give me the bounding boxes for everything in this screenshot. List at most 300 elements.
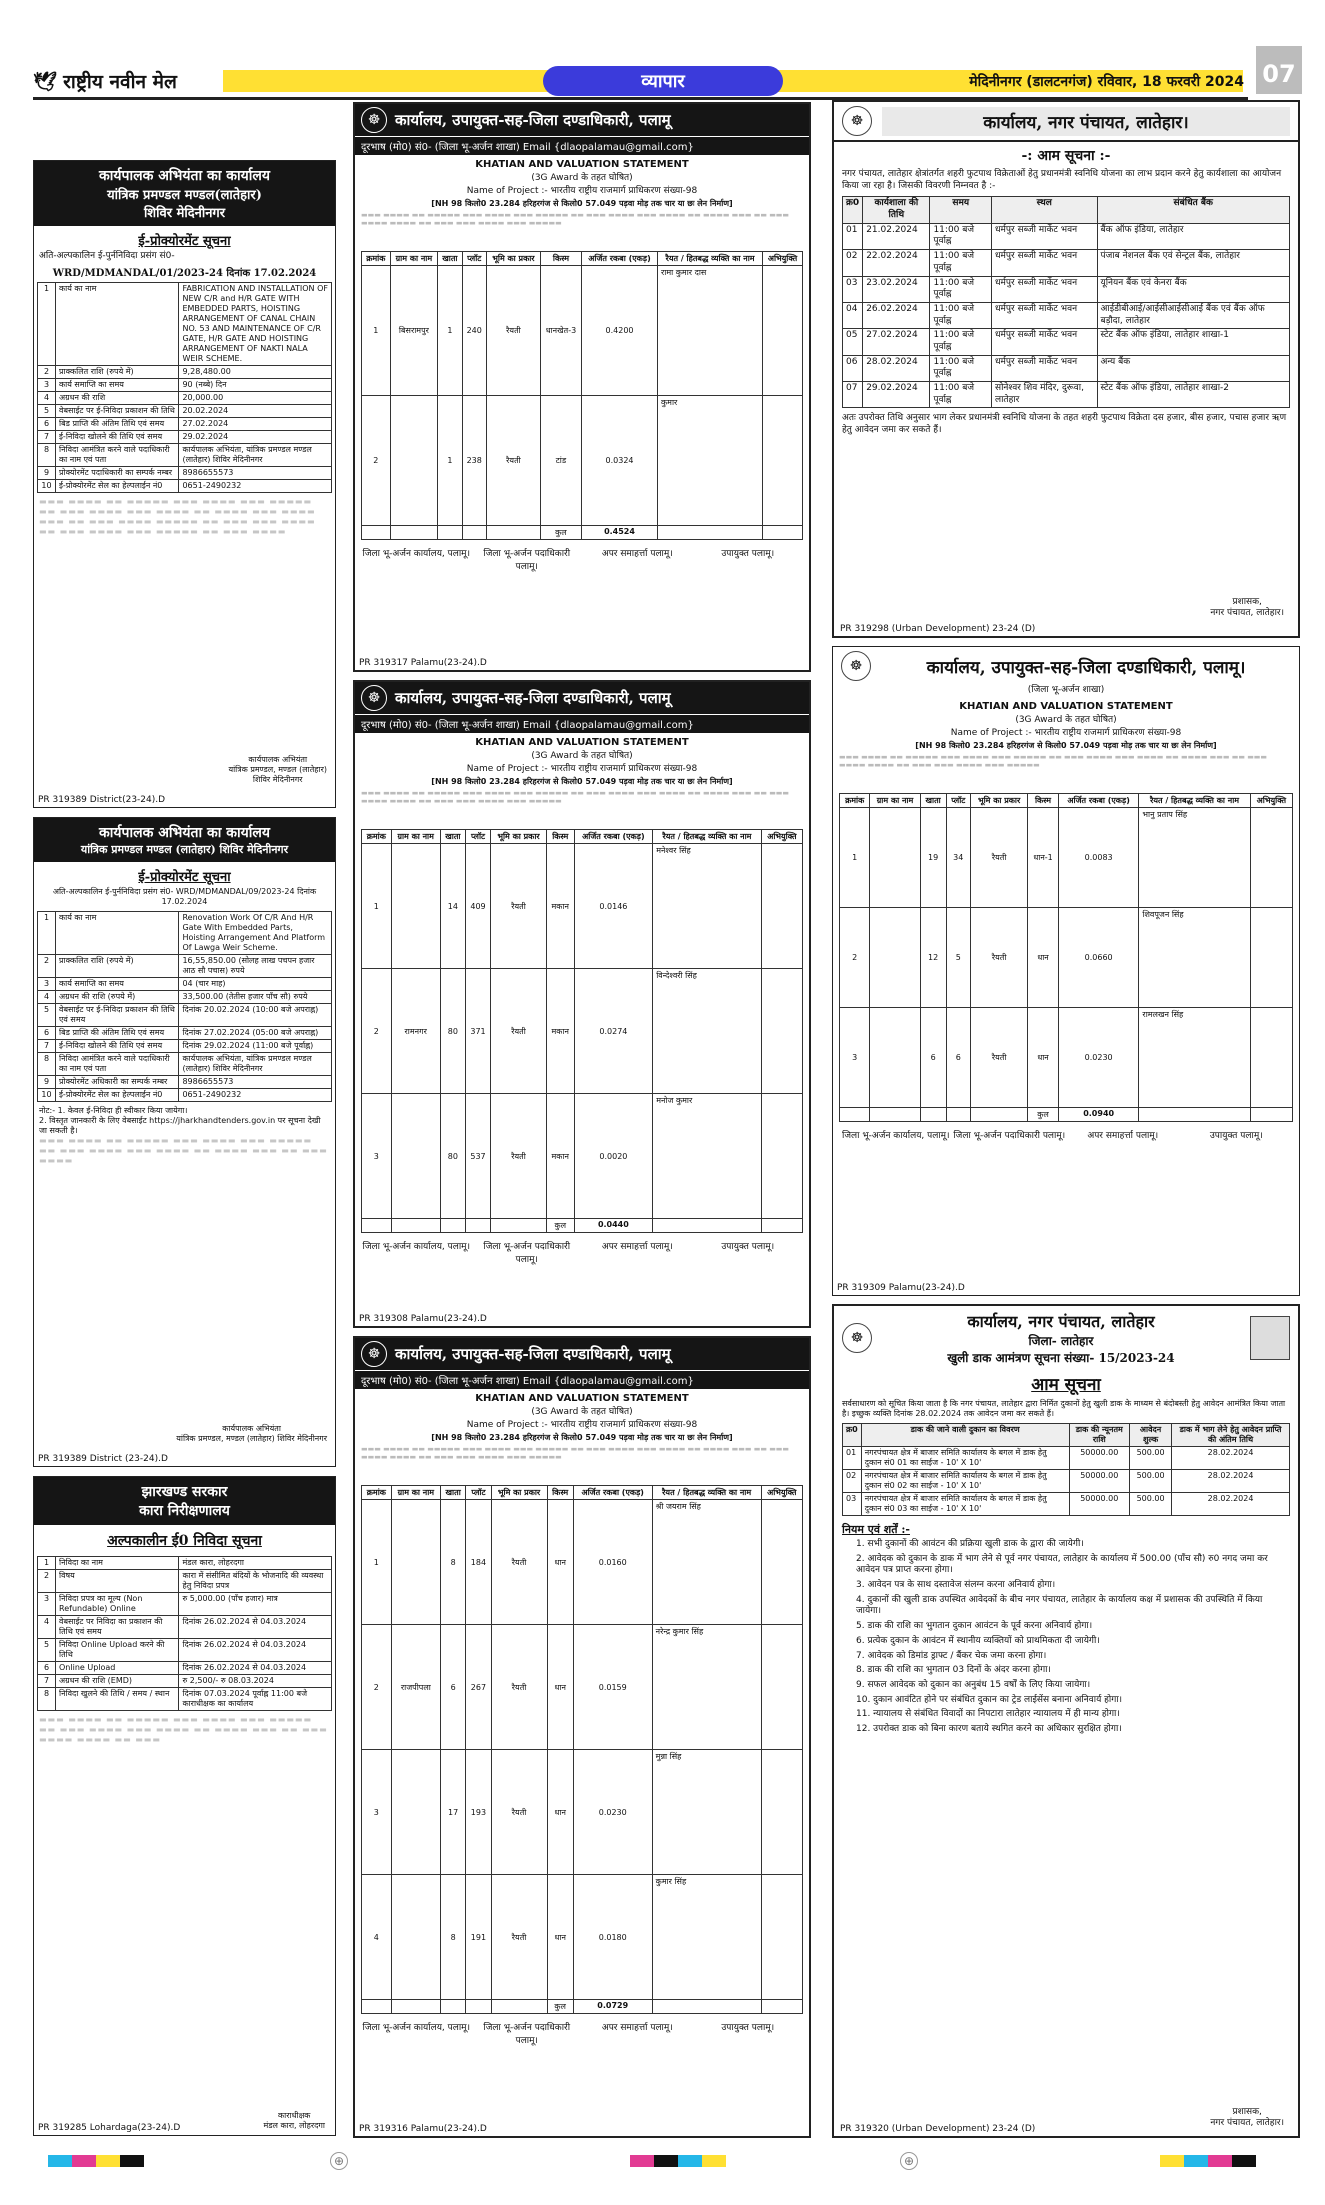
table-cell bbox=[761, 1500, 802, 1625]
table-cell: 0.0020 bbox=[574, 1094, 653, 1219]
k2-pr-number: PR 319308 Palamu(23-24).D bbox=[359, 1314, 487, 1324]
bird-icon: 🕊 bbox=[33, 70, 58, 93]
total-value: 0.0940 bbox=[1058, 1107, 1139, 1121]
table-cell: 01 bbox=[843, 223, 863, 249]
table-cell: भानु प्रताप सिंह bbox=[1139, 807, 1250, 907]
k1-header bbox=[355, 104, 809, 136]
project-name: Name of Project :- भारतीय राष्ट्रीय राजमार्ग प्राधिकरण संख्या-98 bbox=[466, 764, 698, 774]
table-cell: 21.02.2024 bbox=[863, 223, 930, 249]
ad3-subtitle: कारा निरीक्षणालय bbox=[139, 1503, 230, 1519]
table-cell: 28.02.2024 bbox=[1172, 1493, 1290, 1516]
table-header bbox=[843, 197, 1290, 223]
ad3-pr-number: PR 319285 Lohardaga(23-24).D bbox=[38, 2123, 181, 2133]
table-cell bbox=[658, 526, 763, 540]
tender-notice-ad-2 bbox=[33, 817, 336, 1467]
table-cell: 27.02.2024 bbox=[863, 329, 930, 355]
project-route: [NH 98 किलो0 23.284 हरिहरगंज से किलो0 57.049 पड़वा मोड़ तक चार या छः लेन निर्माण] bbox=[431, 199, 733, 208]
rule-item: 4. दुकानों की खुली डाक उपस्थित आवेदकों के बीच नगर पंचायत, लातेहार के कार्यालय कक्ष में प्रशासक की उपस्थिति में किया जायेगा। bbox=[856, 1594, 1263, 1617]
table-cell: 371 bbox=[465, 969, 490, 1094]
rule-item: 8. डाक की राशि का भुगतान 03 दिनों के अंदर करना होगा। bbox=[856, 1665, 1051, 1676]
ad3-notes: ▬▬▬ ▬▬▬▬ ▬▬ ▬▬▬▬▬ ▬▬▬ ▬▬▬▬ ▬▬▬ ▬▬▬▬▬ ▬▬ ▬▬▬ ▬▬▬▬ ▬▬▬ ▬▬▬▬ ▬▬ ▬▬▬▬ ▬▬▬ ▬▬ ▬▬▬ ▬▬▬▬ ▬▬▬▬ ▬▬ ▬▬▬ bbox=[39, 1715, 328, 1744]
signatory: उपायुक्त पलामू। bbox=[721, 1242, 775, 1252]
table-row bbox=[362, 266, 803, 396]
khatian-statement bbox=[355, 155, 809, 576]
table-cell: 80 bbox=[440, 969, 465, 1094]
row-value: 0651-2490232 bbox=[179, 1089, 332, 1102]
table-cell: 04 bbox=[843, 302, 863, 328]
k1-subheader: दूरभाष (मो0) सं0- (जिला भू-अर्जन शाखा) Email {dlaopalamau@gmail.com} bbox=[355, 136, 809, 155]
column-header: डाक में भाग लेने हेतु आवेदन प्राप्ति की अंतिम तिथि bbox=[1172, 1424, 1290, 1447]
project-name: Name of Project :- भारतीय राष्ट्रीय राजमार्ग प्राधिकरण संख्या-98 bbox=[466, 186, 698, 196]
table-cell: 5 bbox=[946, 907, 971, 1007]
table-cell bbox=[840, 1107, 870, 1121]
table-cell bbox=[870, 807, 920, 907]
table-cell: धान bbox=[547, 1875, 573, 2000]
khatian-ad-4 bbox=[832, 646, 1300, 1296]
emblem-icon: ☸ bbox=[841, 651, 871, 681]
table-cell: 11:00 बजे पूर्वाह्न bbox=[930, 250, 992, 276]
total-row bbox=[840, 1107, 1293, 1121]
table-row bbox=[38, 1570, 332, 1593]
table-row bbox=[38, 1089, 332, 1102]
table-cell: यूनियन बैंक एवं केनरा बैंक bbox=[1097, 276, 1290, 302]
table-cell: 3 bbox=[840, 1007, 870, 1107]
filler-text: ▬▬▬ ▬▬▬▬ ▬▬ ▬▬▬▬▬ ▬▬▬ ▬▬▬▬ ▬▬▬ ▬▬▬▬▬ ▬▬ ▬▬▬ ▬▬▬▬ ▬▬▬ ▬▬▬▬ ▬▬ ▬▬▬▬ ▬▬▬ ▬▬ ▬▬▬ ▬▬▬▬ ▬▬▬▬ ▬▬ ▬▬▬ ▬▬▬ ▬▬▬▬ ▬▬▬ ▬▬▬▬▬ bbox=[361, 1445, 790, 1461]
table-cell: 238 bbox=[462, 396, 486, 526]
row-value: रु 2,500/- रु 08.03.2024 bbox=[179, 1675, 332, 1688]
row-value: 0651-2490232 bbox=[179, 479, 332, 492]
table-cell bbox=[440, 1219, 465, 1233]
signature-block bbox=[361, 1239, 803, 1265]
table-cell: 26.02.2024 bbox=[863, 302, 930, 328]
khatian-ad-1 bbox=[353, 102, 811, 672]
masthead bbox=[33, 66, 1248, 100]
row-number: 2 bbox=[38, 365, 56, 378]
table-cell: मकान bbox=[546, 1094, 574, 1219]
table-row bbox=[38, 391, 332, 404]
table-cell bbox=[761, 1094, 802, 1219]
table-cell: 28.02.2024 bbox=[863, 355, 930, 381]
row-label: ई-प्रोक्योरमेंट सेल का हेल्पलाईन नं0 bbox=[56, 1089, 179, 1102]
table-cell bbox=[362, 1219, 392, 1233]
rule-item: 7. आवेदक को डिमांड ड्राफ्ट / बैंकर चेक जमा करना होगा। bbox=[856, 1650, 1047, 1661]
row-label: प्रोक्योरमेंट पदाधिकारी का सम्पर्क नम्बर bbox=[56, 466, 179, 479]
table-cell: 19 bbox=[920, 807, 946, 907]
khatian-table bbox=[839, 793, 1293, 1122]
signatory: अपर समाहर्त्ता पलामू। bbox=[601, 1242, 673, 1252]
total-value: 0.0729 bbox=[573, 2000, 652, 2014]
table-cell bbox=[466, 2000, 491, 2014]
column-header: किस्म bbox=[540, 252, 581, 266]
table-row bbox=[362, 1094, 803, 1219]
np1-table bbox=[842, 196, 1290, 408]
row-value: 33,500.00 (तेतीस हजार पाँच सौ) रुपये bbox=[179, 991, 332, 1004]
row-number: 4 bbox=[38, 1616, 56, 1639]
table-row bbox=[843, 223, 1290, 249]
table-row bbox=[843, 355, 1290, 381]
table-row bbox=[38, 378, 332, 391]
table-header bbox=[362, 252, 803, 266]
table-cell: 2 bbox=[840, 907, 870, 1007]
table-cell bbox=[870, 1107, 920, 1121]
column-header: डाक की न्यूनतम राशि bbox=[1069, 1424, 1130, 1447]
table-cell: सोनेश्वर शिव मंदिर, दुरूवा, लातेहार bbox=[992, 382, 1098, 408]
column-header: खाता bbox=[920, 793, 946, 807]
row-value: कार्यपालक अभियंता, यांत्रिक प्रमण्डल मण्डल (लातेहार) शिविर मेदिनीनगर bbox=[179, 1053, 332, 1076]
table-cell bbox=[438, 526, 462, 540]
table-cell: 22.02.2024 bbox=[863, 250, 930, 276]
ad2-pr-number: PR 319389 District (23-24).D bbox=[38, 1454, 168, 1464]
table-cell bbox=[761, 969, 802, 1094]
table-cell: धर्मपुर सब्जी मार्केट भवन bbox=[992, 329, 1098, 355]
rule-item: 10. दुकान आवंटित होने पर संबंधित दुकान का ट्रेड लाईसेंस बनाना अनिवार्य होगा। bbox=[856, 1694, 1123, 1705]
k1-pr-number: PR 319317 Palamu(23-24).D bbox=[359, 658, 487, 668]
table-cell: 0.0160 bbox=[573, 1500, 652, 1625]
column-header: ग्राम का नाम bbox=[390, 252, 438, 266]
column-header: प्लॉट bbox=[466, 1486, 491, 1500]
table-cell: विन्देश्वरी सिंह bbox=[653, 969, 762, 1094]
table-cell: 11:00 बजे पूर्वाह्न bbox=[930, 276, 992, 302]
statement-subtitle: (3G Award के तहत घोषित) bbox=[1015, 714, 1117, 725]
row-number: 5 bbox=[38, 404, 56, 417]
table-cell: 2 bbox=[362, 969, 392, 1094]
column-header: अभियुक्ति bbox=[763, 252, 803, 266]
column-header: अर्जित रकबा (एकड़) bbox=[581, 252, 657, 266]
total-label: कुल bbox=[547, 2000, 573, 2014]
column-header: भूमि का प्रकार bbox=[971, 793, 1028, 807]
table-cell: 1 bbox=[840, 807, 870, 907]
row-label: वेबसाईट पर ई-निविदा प्रकाशन की तिथि एवं समय bbox=[56, 1004, 179, 1027]
column-header: खाता bbox=[440, 830, 465, 844]
row-value: Renovation Work Of C/R And H/R Gate With Embedded Parts, Hoisting Arrangement And Platform Of Lawga Weir Scheme. bbox=[179, 912, 332, 955]
table-cell bbox=[391, 2000, 440, 2014]
np1-intro: नगर पंचायत, लातेहार क्षेत्रांतर्गत शहरी फुटपाथ विक्रेताओं हेतु प्रधानमंत्री स्वनिधि योजना का लाभ प्रदान करने हेतु कार्यशाला का आयोजन किया जा रहा है। जिसकी विवरणी निम्नवत है :- bbox=[842, 169, 1282, 191]
khatian-table bbox=[361, 829, 803, 1233]
table-cell bbox=[1139, 1107, 1250, 1121]
table-cell: कुमार bbox=[658, 396, 763, 526]
ad3-title: झारखण्ड सरकार bbox=[141, 1484, 228, 1500]
row-value: दिनांक 20.02.2024 (10:00 बजे अपराह्न) bbox=[179, 1004, 332, 1027]
row-value: 20.02.2024 bbox=[179, 404, 332, 417]
row-value: 9,28,480.00 bbox=[179, 365, 332, 378]
row-number: 4 bbox=[38, 991, 56, 1004]
table-row bbox=[843, 382, 1290, 408]
signatory: उपायुक्त पलामू। bbox=[721, 2023, 775, 2033]
table-cell bbox=[391, 1875, 440, 2000]
table-row bbox=[38, 955, 332, 978]
table-cell: रैयती bbox=[971, 907, 1028, 1007]
table-row bbox=[843, 276, 1290, 302]
table-cell: कुमार सिंह bbox=[652, 1875, 761, 2000]
color-bar-center bbox=[630, 2155, 726, 2167]
table-cell bbox=[1250, 807, 1292, 907]
row-number: 6 bbox=[38, 417, 56, 430]
table-cell bbox=[362, 526, 391, 540]
table-cell: रैयती bbox=[486, 396, 540, 526]
row-number: 3 bbox=[38, 378, 56, 391]
k3-header bbox=[355, 1338, 809, 1370]
table-row bbox=[840, 907, 1293, 1007]
table-cell: 1 bbox=[362, 1500, 392, 1625]
table-cell: 191 bbox=[466, 1875, 491, 2000]
row-value: 8986655573 bbox=[179, 1076, 332, 1089]
row-label: निविदा Online Upload करने की तिथि bbox=[56, 1639, 179, 1662]
table-row bbox=[362, 969, 803, 1094]
ad2-signature: कार्यपालक अभियंता यांत्रिक प्रमण्डल, मण्डल (लातेहार) शिविर मेदिनीनगर bbox=[176, 1424, 327, 1443]
table-cell: 0.0230 bbox=[573, 1750, 652, 1875]
table-cell: 28.02.2024 bbox=[1172, 1447, 1290, 1470]
table-cell bbox=[763, 396, 803, 526]
row-value: 27.02.2024 bbox=[179, 417, 332, 430]
table-cell: शिवपूजन सिंह bbox=[1139, 907, 1250, 1007]
project-route: [NH 98 किलो0 23.284 हरिहरगंज से किलो0 57.049 पड़वा मोड़ तक चार या छः लेन निर्माण] bbox=[915, 740, 1217, 750]
table-cell: धर्मपुर सब्जी मार्केट भवन bbox=[992, 302, 1098, 328]
table-row bbox=[38, 1053, 332, 1076]
np2-pr-number: PR 319320 (Urban Development) 23-24 (D) bbox=[840, 2124, 1036, 2134]
table-cell: 8 bbox=[441, 1500, 466, 1625]
k3-body bbox=[355, 1389, 809, 2050]
table-cell: राजपीपला bbox=[391, 1625, 440, 1750]
khatian-ad-3 bbox=[353, 1336, 811, 2138]
table-cell bbox=[761, 1875, 802, 2000]
row-label: अग्रधन की राशि (EMD) bbox=[56, 1675, 179, 1688]
row-label: निविदा का नाम bbox=[56, 1557, 179, 1570]
filler-text: ▬▬▬ ▬▬▬▬ ▬▬ ▬▬▬▬▬ ▬▬▬ ▬▬▬▬ ▬▬▬ ▬▬▬▬▬ ▬▬ ▬▬▬ ▬▬▬▬ ▬▬▬ ▬▬▬▬ ▬▬ ▬▬▬▬ ▬▬▬ ▬▬ ▬▬▬ ▬▬▬▬ ▬▬▬▬ ▬▬ ▬▬▬ ▬▬▬ ▬▬▬▬ ▬▬▬ ▬▬▬▬▬ bbox=[361, 789, 790, 805]
table-header bbox=[362, 1486, 803, 1500]
column-header: खाता bbox=[441, 1486, 466, 1500]
table-row bbox=[362, 844, 803, 969]
total-row bbox=[362, 526, 803, 540]
total-value: 0.0440 bbox=[574, 1219, 653, 1233]
emblem-icon: ☸ bbox=[361, 107, 387, 133]
row-number: 3 bbox=[38, 1593, 56, 1616]
row-number: 8 bbox=[38, 1688, 56, 1711]
row-number: 7 bbox=[38, 1040, 56, 1053]
table-cell: 267 bbox=[466, 1625, 491, 1750]
total-row bbox=[362, 2000, 803, 2014]
table-row bbox=[38, 912, 332, 955]
table-row bbox=[362, 1500, 803, 1625]
table-cell: 11:00 बजे पूर्वाह्न bbox=[930, 329, 992, 355]
table-cell bbox=[441, 2000, 466, 2014]
newspaper-title: राष्ट्रीय नवीन मेल bbox=[63, 71, 177, 93]
signatory: अपर समाहर्त्ता पलामू। bbox=[601, 549, 673, 559]
k4-pr-number: PR 319309 Palamu(23-24).D bbox=[837, 1283, 965, 1293]
signatory: उपायुक्त पलामू। bbox=[1209, 1130, 1263, 1141]
table-cell bbox=[391, 844, 440, 969]
table-cell bbox=[971, 1107, 1028, 1121]
row-label: कार्य का नाम bbox=[56, 282, 179, 365]
table-cell: नगरपंचायत क्षेत्र में बाजार समिति कार्यालय के बगल में डाक हेतु दुकान सं0 02 का साईज - 10' X 10' bbox=[861, 1470, 1069, 1493]
row-label: प्राक्कलित राशि (रुपये में) bbox=[56, 365, 179, 378]
table-row bbox=[38, 404, 332, 417]
row-value: दिनांक 07.03.2024 पूर्वाह्न 11:00 बजे काराधीक्षक का कार्यालय bbox=[179, 1688, 332, 1711]
signatory: अपर समाहर्त्ता पलामू। bbox=[1087, 1130, 1159, 1141]
registration-mark-icon: ⊕ bbox=[330, 2152, 348, 2170]
table-cell: 11:00 बजे पूर्वाह्न bbox=[930, 223, 992, 249]
table-cell: 11:00 बजे पूर्वाह्न bbox=[930, 355, 992, 381]
column-header: क्र0 bbox=[843, 1424, 862, 1447]
table-cell: टांड bbox=[540, 396, 581, 526]
table-cell: 80 bbox=[440, 1094, 465, 1219]
table-cell: 500.00 bbox=[1130, 1493, 1172, 1516]
rule-item: 12. उपरोक्त डाक को बिना कारण बताये स्थगित करने का अधिकार सुरक्षित होगा। bbox=[856, 1723, 1122, 1734]
table-cell: 1 bbox=[438, 266, 462, 396]
row-value: दिनांक 26.02.2024 से 04.03.2024 bbox=[179, 1639, 332, 1662]
table-cell bbox=[491, 1219, 547, 1233]
table-cell bbox=[761, 1750, 802, 1875]
k1-body bbox=[355, 155, 809, 576]
column-header: अभियुक्ति bbox=[1250, 793, 1292, 807]
table-cell: धान bbox=[547, 1500, 573, 1625]
table-cell: 28.02.2024 bbox=[1172, 1470, 1290, 1493]
table-row bbox=[38, 978, 332, 991]
ad1-subtitle: यांत्रिक प्रमण्डल मण्डल(लातेहार) bbox=[107, 188, 262, 203]
np1-signature: प्रशासक, नगर पंचायत, लातेहार। bbox=[1210, 596, 1284, 619]
row-value: दिनांक 29.02.2024 (11:00 बजे पूर्वाह्न) bbox=[179, 1040, 332, 1053]
table-cell: 0.0180 bbox=[573, 1875, 652, 2000]
table-cell: मनोज कुमार bbox=[653, 1094, 762, 1219]
signature-block bbox=[839, 1128, 1293, 1141]
signature-block bbox=[361, 2020, 803, 2046]
column-header: क्रमांक bbox=[362, 1486, 392, 1500]
table-cell: 8 bbox=[441, 1875, 466, 2000]
table-cell: 01 bbox=[843, 1447, 862, 1470]
np1-pr-number: PR 319298 (Urban Development) 23-24 (D) bbox=[840, 624, 1036, 634]
k4-header bbox=[833, 647, 1299, 685]
table-cell bbox=[946, 1107, 971, 1121]
total-value: 0.4524 bbox=[581, 526, 657, 540]
column-header: क्रमांक bbox=[362, 830, 392, 844]
table-cell: 14 bbox=[440, 844, 465, 969]
column-header: रैयत / हितबद्ध व्यक्ति का नाम bbox=[658, 252, 763, 266]
table-cell: आईडीबीआई/आईसीआईसीआई बैंक एवं बैंक ऑफ बड़ौदा, लातेहार bbox=[1097, 302, 1290, 328]
row-label: निविदा आमंत्रित करने वाले पदाधिकारी का नाम एवं पता bbox=[56, 443, 179, 466]
table-cell bbox=[761, 1625, 802, 1750]
color-bar-right bbox=[1160, 2155, 1256, 2167]
table-cell: 0.4200 bbox=[581, 266, 657, 396]
table-row bbox=[38, 1027, 332, 1040]
table-cell: 3 bbox=[362, 1750, 392, 1875]
rule-item: 1. सभी दुकानों की आवंटन की प्रक्रिया खुली डाक के द्वारा की जायेगी। bbox=[856, 1539, 1084, 1549]
ad1-notes: ▬▬▬ ▬▬▬▬ ▬▬ ▬▬▬▬▬ ▬▬▬ ▬▬▬▬ ▬▬▬ ▬▬▬▬▬ ▬▬ ▬▬▬ ▬▬▬▬ ▬▬▬ ▬▬▬▬ ▬▬ ▬▬▬▬ ▬▬▬ ▬▬▬▬ ▬▬▬ ▬▬ ▬▬▬ ▬▬▬▬ ▬▬▬▬▬ ▬▬ ▬▬▬ ▬▬▬ ▬▬▬▬ ▬▬ ▬▬▬ ▬▬▬▬ ▬▬▬ ▬▬▬▬▬ ▬▬ ▬▬▬ ▬▬▬▬ bbox=[39, 496, 316, 536]
ad3-notice-title: अल्पकालीन ई0 निविदा सूचना bbox=[107, 1533, 262, 1549]
column-header: अभियुक्ति bbox=[761, 1486, 802, 1500]
project-route: [NH 98 किलो0 23.284 हरिहरगंज से किलो0 57.049 पड़वा मोड़ तक चार या छः लेन निर्माण] bbox=[431, 1433, 733, 1442]
row-value: कारा में संसीमित बंदियों के भोजनादि की व्यवस्था हेतु निविदा प्रपत्र bbox=[179, 1570, 332, 1593]
table-cell: 409 bbox=[465, 844, 490, 969]
rule-item: 9. सफल आवेदक को दुकान का अनुबंध 15 वर्षों के लिए किया जायेगा। bbox=[856, 1679, 1091, 1690]
row-number: 8 bbox=[38, 443, 56, 466]
table-cell: नगरपंचायत क्षेत्र में बाजार समिति कार्यालय के बगल में डाक हेतु दुकान सं0 03 का साईज - 10' X 10' bbox=[861, 1493, 1069, 1516]
table-cell: 0.0230 bbox=[1058, 1007, 1139, 1107]
table-row bbox=[38, 1593, 332, 1616]
ad1-header bbox=[34, 161, 335, 226]
row-value: कार्यपालक अभियंता, यांत्रिक प्रमण्डल मण्डल (लातेहार) शिविर मेदिनीनगर bbox=[179, 443, 332, 466]
table-cell: 50000.00 bbox=[1069, 1447, 1130, 1470]
row-number: 5 bbox=[38, 1004, 56, 1027]
rule-item: 2. आवेदक को दुकान के डाक में भाग लेने से पूर्व नगर पंचायत, लातेहार के कार्यालय में 500.00 (पाँच सौ) रु0 नगद जमा कर आवेदन पत्र प्राप्त करना होगा। bbox=[856, 1553, 1268, 1576]
table-cell: धान bbox=[1028, 1007, 1059, 1107]
color-bar-left bbox=[48, 2155, 144, 2167]
table-cell: 537 bbox=[465, 1094, 490, 1219]
table-cell: 0.0324 bbox=[581, 396, 657, 526]
column-header: अभियुक्ति bbox=[761, 830, 802, 844]
table-cell: धर्मपुर सब्जी मार्केट भवन bbox=[992, 223, 1098, 249]
ad2-header bbox=[34, 818, 335, 862]
registration-mark-icon: ⊕ bbox=[900, 2152, 918, 2170]
row-value: दिनांक 26.02.2024 से 04.03.2024 bbox=[179, 1662, 332, 1675]
row-value: 29.02.2024 bbox=[179, 430, 332, 443]
table-cell: 50000.00 bbox=[1069, 1493, 1130, 1516]
khatian-ad-2 bbox=[353, 680, 811, 1328]
table-row bbox=[843, 1470, 1290, 1493]
table-cell: 0.0159 bbox=[573, 1625, 652, 1750]
row-label: निविदा आमंत्रित करने वाले पदाधिकारी का नाम एवं पता bbox=[56, 1053, 179, 1076]
table-cell: रैयती bbox=[971, 1007, 1028, 1107]
ad1-camp: शिविर मेदिनीनगर bbox=[143, 206, 226, 221]
np2-rules bbox=[834, 1539, 1298, 1736]
ad2-notice-title: ई-प्रोक्योरमेंट सूचना bbox=[138, 870, 231, 885]
table-row bbox=[362, 1625, 803, 1750]
table-row bbox=[38, 365, 332, 378]
table-row bbox=[38, 479, 332, 492]
emblem-icon: ☸ bbox=[842, 106, 872, 136]
row-number: 2 bbox=[38, 1570, 56, 1593]
signatory: जिला भू-अर्जन कार्यालय, पलामू। bbox=[362, 549, 470, 559]
rule-item: 6. प्रत्येक दुकान के आवंटन में स्थानीय व्यक्तियों को प्राथमिकता दी जायेगी। bbox=[856, 1635, 1100, 1646]
row-value: मंडल कारा, लोहरदगा bbox=[179, 1557, 332, 1570]
table-row bbox=[840, 1007, 1293, 1107]
k2-title: कार्यालय, उपायुक्त-सह-जिला दण्डाधिकारी, पलामू bbox=[395, 689, 671, 707]
column-header: कार्यशाला की तिथि bbox=[863, 197, 930, 223]
table-cell: 0.0146 bbox=[574, 844, 653, 969]
table-cell: 184 bbox=[466, 1500, 491, 1625]
column-header: संबंधित बैंक bbox=[1097, 197, 1290, 223]
emblem-icon: ☸ bbox=[361, 1341, 387, 1367]
column-header: क्र0 bbox=[843, 197, 863, 223]
table-cell: 2 bbox=[362, 1625, 392, 1750]
table-cell: 500.00 bbox=[1130, 1447, 1172, 1470]
np2-title: कार्यालय, नगर पंचायत, लातेहार bbox=[967, 1312, 1155, 1331]
column-header: प्लॉट bbox=[462, 252, 486, 266]
newspaper-logo bbox=[33, 66, 177, 96]
jail-tender-ad bbox=[33, 1476, 336, 2136]
table-cell bbox=[486, 526, 540, 540]
row-number: 6 bbox=[38, 1662, 56, 1675]
np2-table bbox=[842, 1423, 1290, 1516]
rule-item: 5. डाक की राशि का भुगतान दुकान आवंटन के पूर्व करना अनिवार्य होगा। bbox=[856, 1621, 1093, 1632]
table-header bbox=[362, 830, 803, 844]
project-route: [NH 98 किलो0 23.284 हरिहरगंज से किलो0 57.049 पड़वा मोड़ तक चार या छः लेन निर्माण] bbox=[431, 777, 733, 786]
statement-title: KHATIAN AND VALUATION STATEMENT bbox=[959, 700, 1173, 712]
row-label: वेबसाईट पर ई-निविदा प्रकाशन की तिथि bbox=[56, 404, 179, 417]
table-row bbox=[843, 1447, 1290, 1470]
signatory: अपर समाहर्त्ता पलामू। bbox=[601, 2023, 673, 2033]
total-label: कुल bbox=[1028, 1107, 1059, 1121]
np2-rules-title: नियम एवं शर्तें :- bbox=[842, 1523, 910, 1536]
signatory: जिला भू-अर्जन कार्यालय, पलामू। bbox=[362, 1242, 470, 1252]
table-cell: 17 bbox=[441, 1750, 466, 1875]
row-label: Online Upload bbox=[56, 1662, 179, 1675]
table-cell: 03 bbox=[843, 1493, 862, 1516]
row-number: 9 bbox=[38, 466, 56, 479]
table-row bbox=[38, 417, 332, 430]
k3-pr-number: PR 319316 Palamu(23-24).D bbox=[359, 2124, 487, 2134]
ad1-ref-number: WRD/MDMANDAL/01/2023-24 दिनांक 17.02.2024 bbox=[52, 267, 317, 279]
row-label: प्रोक्योरमेंट अधिकारी का सम्पर्क नम्बर bbox=[56, 1076, 179, 1089]
np2-header bbox=[834, 1306, 1298, 1370]
